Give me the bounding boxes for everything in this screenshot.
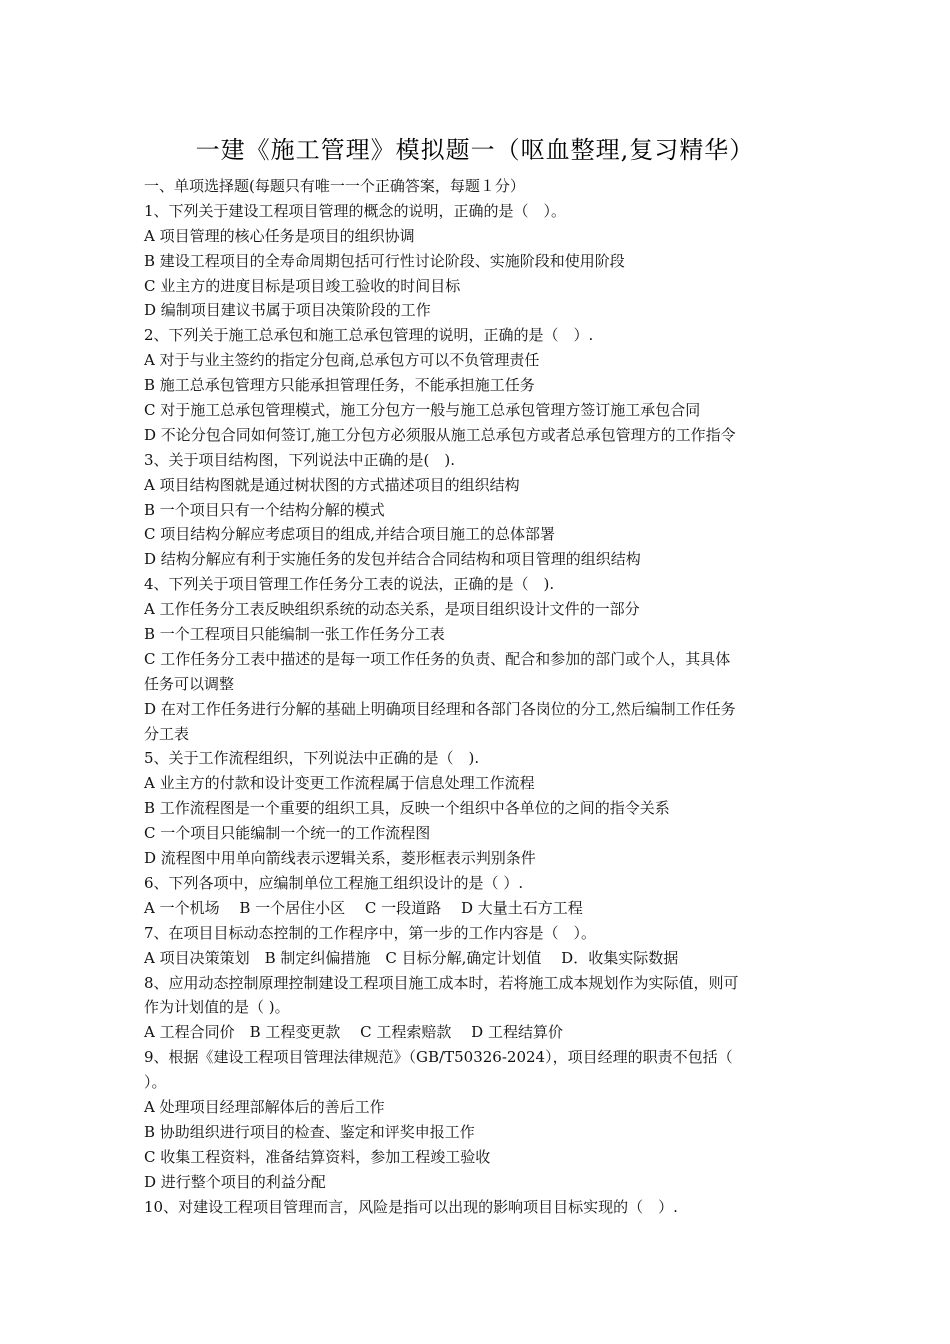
text-line: B 一个项目只有一个结构分解的模式 (144, 500, 385, 519)
text-line: 分工表 (144, 724, 190, 743)
text-line: 9、根据《建设工程项目管理法律规范》（GB/T50326-2024），项目经理的职责不包括（ (144, 1048, 733, 1067)
text-line: B 一个工程项目只能编制一张工作任务分工表 (144, 625, 445, 644)
text-line: D 不论分包合同如何签订,施工分包方必须服从施工总承包方或者总承包管理方的工作指令 (144, 425, 736, 444)
text-line: A 工作任务分工表反映组织系统的动态关系，是项目组织设计文件的一部分 (144, 600, 640, 619)
text-line: 3、关于项目结构图，下列说法中正确的是( ). (144, 450, 456, 469)
text-line: A 工程合同价 B 工程变更款 C 工程索赔款 D 工程结算价 (144, 1023, 563, 1042)
text-line: A 项目决策策划 B 制定纠偏措施 C 目标分解,确定计划值 D．收集实际数据 (144, 948, 679, 967)
text-line: 4、下列关于项目管理工作任务分工表的说法，正确的是（ ). (144, 575, 555, 594)
text-line: B 建设工程项目的全寿命周期包括可行性讨论阶段、实施阶段和使用阶段 (144, 251, 625, 270)
section-heading: 一、单项选择题(每题只有唯一一个正确答案，每题１分） (144, 177, 525, 195)
text-line: 5、关于工作流程组织，下列说法中正确的是（ ). (144, 749, 480, 768)
text-line: A 业主方的付款和设计变更工作流程属于信息处理工作流程 (144, 774, 535, 793)
text-line: C 一个项目只能编制一个统一的工作流程图 (144, 824, 431, 843)
text-line: A 对于与业主签约的指定分包商,总承包方可以不负管理责任 (144, 351, 540, 370)
text-line: 6、下列各项中，应编制单位工程施工组织设计的是（ ）. (144, 873, 524, 892)
text-line: D 编制项目建议书属于项目决策阶段的工作 (144, 301, 431, 320)
text-line: 2、下列关于施工总承包和施工总承包管理的说明，正确的是（ ）. (144, 326, 594, 345)
text-line: B 协助组织进行项目的检查、鉴定和评奖申报工作 (144, 1122, 475, 1141)
document-title: 一建《施工管理》模拟题一（呕血整理,复习精华） (195, 136, 755, 164)
text-line: D 进行整个项目的利益分配 (144, 1172, 326, 1191)
text-line: ）。 (144, 1073, 167, 1092)
text-line: 10、对建设工程项目管理而言，风险是指可以出现的影响项目目标实现的（ ）. (144, 1197, 678, 1216)
text-line: A 一个机场 B 一个居住小区 C 一段道路 D 大量土石方工程 (144, 898, 583, 917)
document-body (144, 174, 812, 1219)
text-line: D 结构分解应有利于实施任务的发包并结合合同结构和项目管理的组织结构 (144, 550, 641, 569)
text-line: C 业主方的进度目标是项目竣工验收的时间目标 (144, 276, 461, 295)
text-line: C 工作任务分工表中描述的是每一项工作任务的负责、配合和参加的部门或个人，其具体 (144, 649, 731, 668)
text-line: D 在对工作任务进行分解的基础上明确项目经理和各部门各岗位的分工,然后编制工作任务 (144, 699, 736, 718)
text-line: A 项目管理的核心任务是项目的组织协调 (144, 226, 415, 245)
question-lines (144, 199, 812, 1220)
text-line: 1、下列关于建设工程项目管理的概念的说明，正确的是（ ）。 (144, 201, 567, 220)
text-line: D 流程图中用单向箭线表示逻辑关系，菱形框表示判别条件 (144, 849, 536, 868)
text-line: 任务可以调整 (144, 674, 235, 693)
text-line: A 处理项目经理部解体后的善后工作 (144, 1097, 385, 1116)
text-line: B 施工总承包管理方只能承担管理任务，不能承担施工任务 (144, 376, 535, 395)
text-line: 8、应用动态控制原理控制建设工程项目施工成本时，若将施工成本规划作为实际值，则可 (144, 973, 739, 992)
text-line: C 项目结构分解应考虑项目的组成,并结合项目施工的总体部署 (144, 525, 556, 544)
text-line: C 收集工程资料，准备结算资料，参加工程竣工验收 (144, 1147, 491, 1166)
text-line: C 对于施工总承包管理模式，施工分包方一般与施工总承包管理方签订施工承包合同 (144, 401, 701, 420)
text-line: 作为计划值的是（ )。 (144, 998, 290, 1017)
text-line: 7、在项目目标动态控制的工作程序中，第一步的工作内容是（ ）。 (144, 923, 597, 942)
text-line: B 工作流程图是一个重要的组织工具，反映一个组织中各单位的之间的指令关系 (144, 799, 670, 818)
text-line: A 项目结构图就是通过树状图的方式描述项目的组织结构 (144, 475, 520, 494)
